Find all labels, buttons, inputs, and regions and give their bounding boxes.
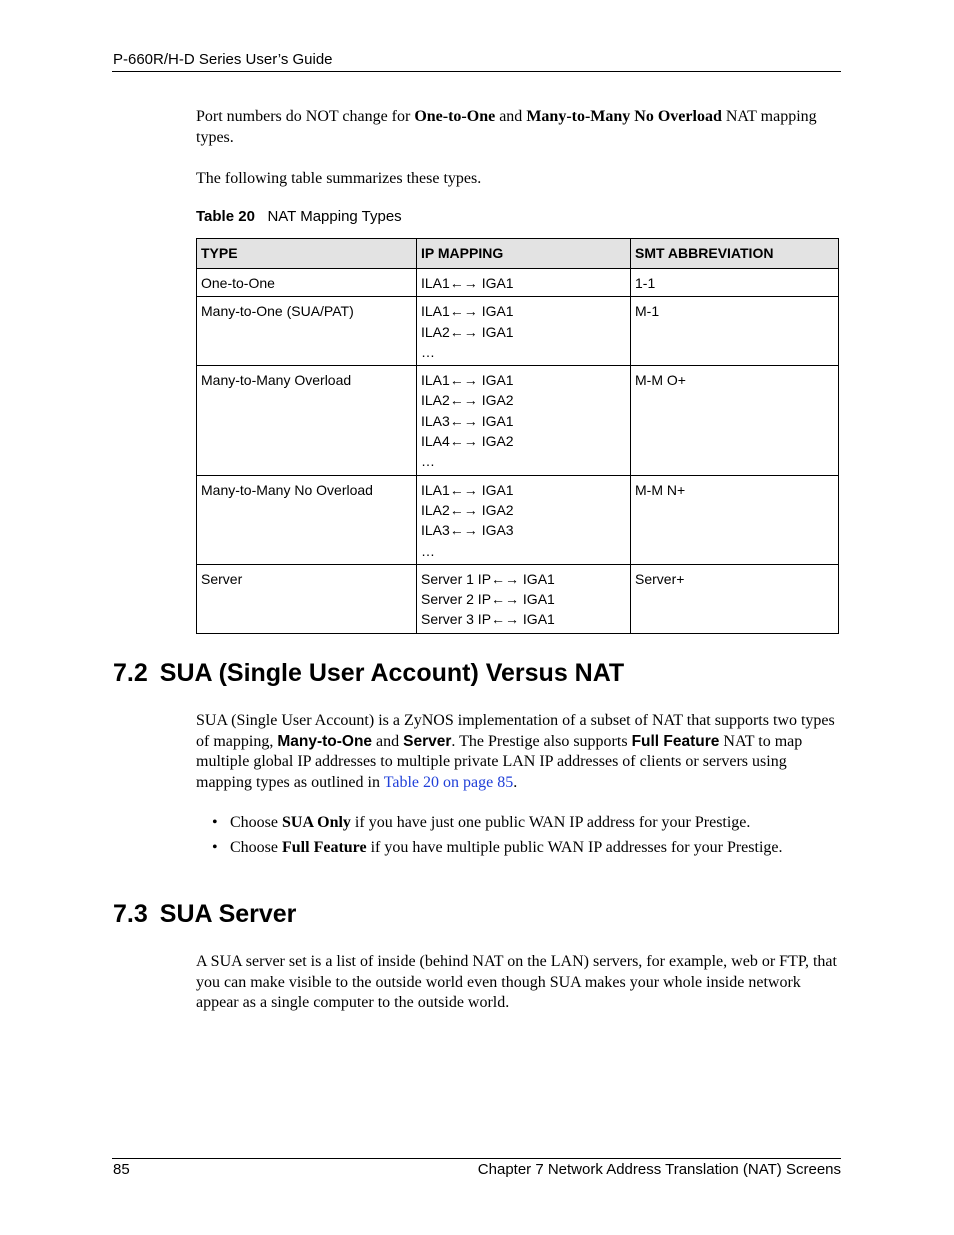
mapping-line: ILA1←→ IGA1 xyxy=(421,275,514,291)
sua-text: NAT to map multiple global IP addresses to multiple private LAN IP addresses of clients or servers using mapping types as outlined in xyxy=(196,732,803,791)
cell-mapping xyxy=(417,297,631,366)
section-title: SUA Server xyxy=(159,900,297,928)
intro-paragraph xyxy=(196,107,841,148)
header-rule xyxy=(112,71,841,72)
mapping-line: ILA4←→ IGA2 xyxy=(421,433,514,450)
mapping-line: ILA1←→ IGA1 xyxy=(421,303,514,320)
table-row xyxy=(197,564,839,633)
column-header-ip-mapping: IP MAPPING xyxy=(417,239,631,269)
page-number: 85 xyxy=(113,1161,130,1178)
column-header-smt-abbreviation: SMT ABBREVIATION xyxy=(631,239,839,269)
mapping-line: Server 2 IP←→ IGA1 xyxy=(421,591,555,608)
intro-text: and xyxy=(495,108,527,125)
mapping-line: ILA2←→ IGA1 xyxy=(421,323,514,340)
list-item-text: Choose xyxy=(230,839,282,856)
cell-abbreviation: M-M N+ xyxy=(631,475,839,564)
mapping-line: ILA1←→ IGA1 xyxy=(421,481,514,498)
table-row xyxy=(197,269,839,297)
chapter-title: Chapter 7 Network Address Translation (NAT) Screens xyxy=(477,1161,841,1178)
nat-mapping-table xyxy=(196,238,839,634)
table-caption-title: NAT Mapping Types xyxy=(267,208,402,225)
mapping-line: Server 1 IP←→ IGA1 xyxy=(421,570,555,587)
table-cross-reference-link[interactable]: Table 20 on page 85 xyxy=(383,773,514,791)
column-header-type: TYPE xyxy=(197,239,417,269)
table-intro-paragraph: The following table summarizes these types. xyxy=(196,170,482,187)
list-item-text: Choose xyxy=(230,814,282,831)
intro-bold-one-to-one: One-to-One xyxy=(414,108,496,125)
list-item-bold: SUA Only xyxy=(282,814,351,831)
table-row xyxy=(197,366,839,475)
sua-text: . xyxy=(513,773,518,791)
sua-text: SUA (Single User Account) is a ZyNOS implementation of a subset of NAT that supports two types of mapping, xyxy=(196,712,835,750)
table-caption xyxy=(196,208,402,225)
list-item xyxy=(212,813,783,834)
list-item-bold: Full Feature xyxy=(282,839,367,856)
section-number: 7.3 xyxy=(113,900,148,928)
bullet-icon: • xyxy=(212,814,218,831)
section-heading-7-3 xyxy=(113,900,296,929)
mapping-line: ILA3←→ IGA3 xyxy=(421,522,514,539)
cell-mapping xyxy=(417,366,631,475)
sua-server-paragraph: A SUA server set is a list of inside (behind NAT on the LAN) servers, for example, web or FTP, that you can make visible to the outside world even though SUA makes your whole inside network appear as a single computer to the outside world. xyxy=(196,953,837,1011)
list-item-text: if you have multiple public WAN IP addresses for your Prestige. xyxy=(366,839,783,856)
cell-type: One-to-One xyxy=(197,269,417,297)
mapping-line: ILA3←→ IGA1 xyxy=(421,412,514,429)
cell-mapping xyxy=(417,564,631,633)
mapping-line: … xyxy=(421,542,435,559)
mapping-line: ILA1←→ IGA1 xyxy=(421,372,514,389)
table-row xyxy=(197,475,839,564)
cell-type: Many-to-One (SUA/PAT) xyxy=(197,297,417,366)
sua-text: . The Prestige also supports xyxy=(451,732,632,750)
cell-mapping xyxy=(417,269,631,297)
cell-abbreviation: Server+ xyxy=(631,564,839,633)
bullet-icon: • xyxy=(212,839,218,856)
footer-rule xyxy=(112,1158,841,1159)
mapping-line: ILA2←→ IGA2 xyxy=(421,392,514,409)
sua-options-list xyxy=(212,813,783,863)
section-number: 7.2 xyxy=(113,659,148,687)
table-header-row xyxy=(197,239,839,269)
mapping-line: … xyxy=(421,343,435,360)
mapping-line: … xyxy=(421,453,435,470)
section-heading-7-2 xyxy=(113,659,624,688)
cell-type: Server xyxy=(197,564,417,633)
list-item xyxy=(212,838,783,859)
section-title: SUA (Single User Account) Versus NAT xyxy=(159,659,625,687)
mapping-line: ILA2←→ IGA2 xyxy=(421,501,514,518)
mapping-line: Server 3 IP←→ IGA1 xyxy=(421,611,555,628)
cell-type: Many-to-Many No Overload xyxy=(197,475,417,564)
cell-abbreviation: M-1 xyxy=(631,297,839,366)
sua-text: and xyxy=(372,732,404,750)
table-caption-number: Table 20 xyxy=(196,208,255,225)
intro-bold-many-to-many: Many-to-Many No Overload xyxy=(526,108,722,125)
sua-paragraph xyxy=(196,711,841,793)
sua-bold-many-to-one: Many-to-One xyxy=(277,732,373,750)
running-header: P-660R/H-D Series User’s Guide xyxy=(113,51,333,68)
cell-mapping xyxy=(417,475,631,564)
table-row xyxy=(197,297,839,366)
cell-abbreviation: 1-1 xyxy=(631,269,839,297)
cell-abbreviation: M-M O+ xyxy=(631,366,839,475)
sua-bold-server: Server xyxy=(403,732,452,750)
intro-text: Port numbers do NOT change for xyxy=(196,108,415,125)
cell-type: Many-to-Many Overload xyxy=(197,366,417,475)
list-item-text: if you have just one public WAN IP address for your Prestige. xyxy=(350,814,751,831)
intro-text: NAT mapping types. xyxy=(196,108,817,146)
sua-bold-full-feature: Full Feature xyxy=(631,732,720,750)
